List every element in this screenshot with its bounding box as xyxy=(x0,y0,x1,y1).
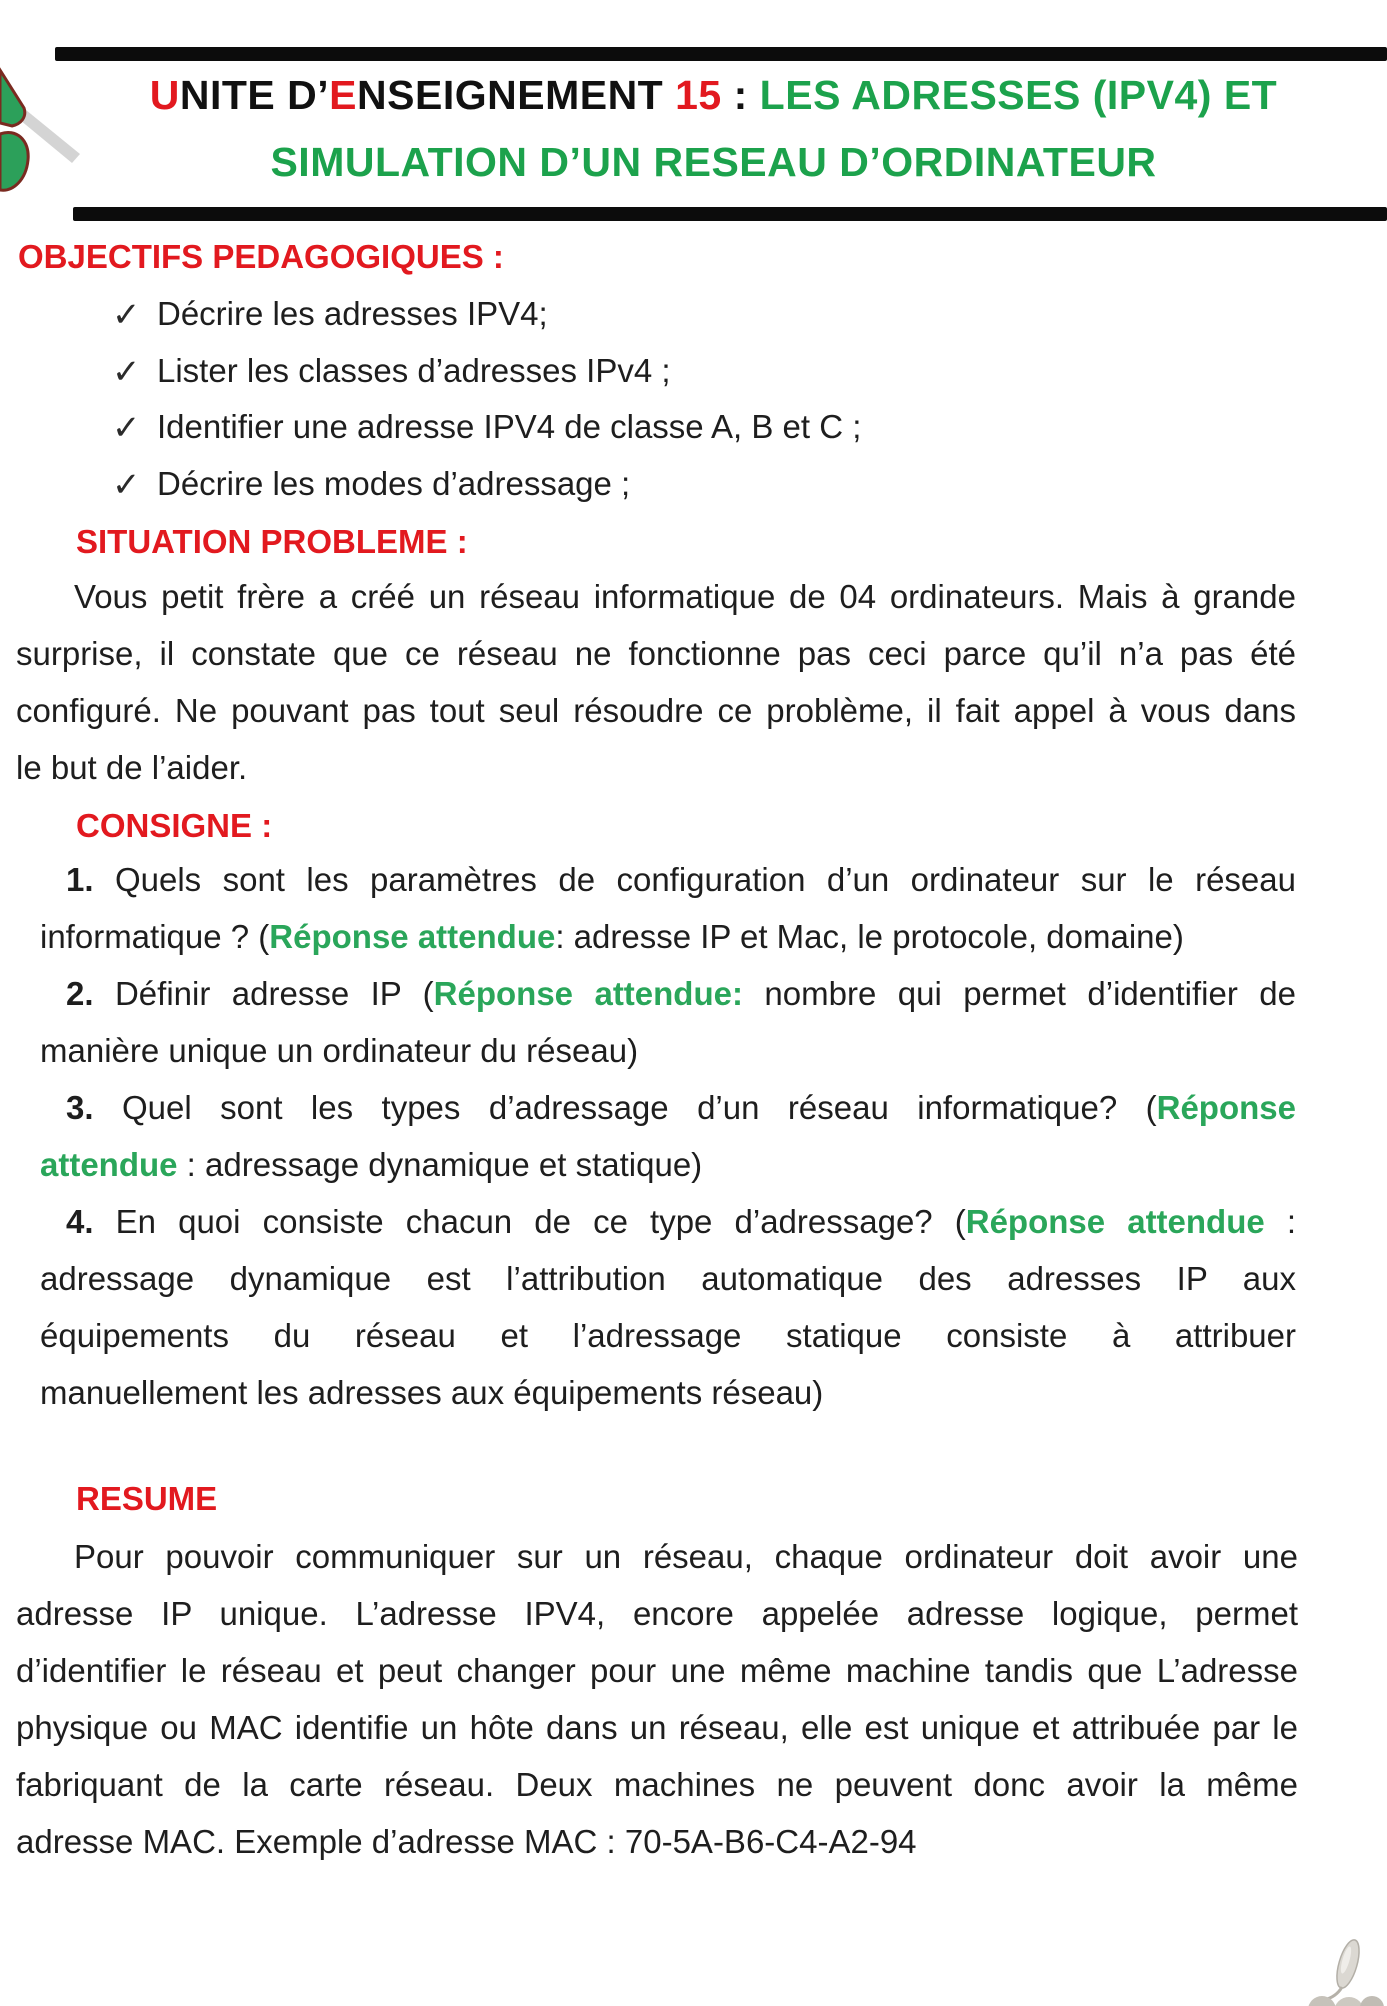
text-segment: NITE D’ xyxy=(179,72,330,118)
text-line xyxy=(16,1585,1298,1642)
text-line xyxy=(40,1250,1296,1307)
text-segment: Quels sont les paramètres de configuration d’un ordinateur sur le réseau xyxy=(93,861,1296,898)
sprout-watermark-icon xyxy=(1252,1938,1387,2006)
text-line xyxy=(40,851,1296,908)
text-segment: : adressage dynamique et statique) xyxy=(177,1146,703,1183)
text-segment: Quel sont les types d’adressage d’un réseau informatique? ( xyxy=(93,1089,1157,1126)
text-line xyxy=(40,1079,1296,1136)
text-line xyxy=(16,1699,1298,1756)
checklist-item-label: Décrire les adresses IPV4; xyxy=(157,295,548,332)
text-line xyxy=(40,1136,1296,1193)
check-icon: ✓ xyxy=(112,465,141,504)
text-line xyxy=(16,1756,1298,1813)
text-line xyxy=(40,1193,1296,1250)
text-segment: En quoi consiste chacun de ce type d’adressage? ( xyxy=(93,1203,966,1240)
checklist-item-label: Identifier une adresse IPV4 de classe A, B et C ; xyxy=(157,408,862,445)
text-segment: Réponse attendue xyxy=(269,918,556,955)
resume-heading: RESUME xyxy=(76,1480,218,1517)
text-segment: physique ou MAC identifie un hôte dans un réseau, elle est unique et attribuée par le xyxy=(16,1709,1298,1746)
text-segment: Vous petit frère a créé un réseau informatique de 04 ordinateurs. Mais à grande xyxy=(74,578,1296,615)
text-segment: adresse MAC. Exemple d’adresse MAC : 70-5A-B6-C4-A2-94 xyxy=(16,1823,917,1860)
text-segment: informatique ? ( xyxy=(40,918,270,955)
text-segment: fabriquant de la carte réseau. Deux machines ne peuvent donc avoir la même xyxy=(16,1766,1298,1803)
text-segment: 1. xyxy=(66,861,94,898)
title-rule-bottom xyxy=(73,207,1387,221)
text-segment: configuré. Ne pouvant pas tout seul résoudre ce problème, il fait appel à vous dans xyxy=(16,692,1296,729)
text-segment: 3. xyxy=(66,1089,94,1126)
resume-paragraph xyxy=(16,1528,1298,1870)
text-segment: nombre qui permet d’identifier de xyxy=(742,975,1296,1012)
text-line xyxy=(16,1528,1298,1585)
text-segment: 2. xyxy=(66,975,94,1012)
text-segment: : xyxy=(1264,1203,1296,1240)
text-line xyxy=(40,1364,1296,1421)
situation-heading: SITUATION PROBLEME : xyxy=(76,523,468,560)
text-segment: Réponse attendue: xyxy=(433,975,743,1012)
text-segment: surprise, il constate que ce réseau ne fonctionne pas ceci parce qu’il n’a pas été xyxy=(16,635,1296,672)
text-line xyxy=(40,965,1296,1022)
text-segment: U xyxy=(149,72,180,118)
text-line xyxy=(16,625,1296,682)
text-segment: adressage dynamique est l’attribution automatique des adresses IP aux xyxy=(40,1260,1296,1297)
text-segment: : xyxy=(721,72,760,118)
check-icon: ✓ xyxy=(112,352,141,391)
text-line xyxy=(16,739,1296,796)
text-segment: : adresse IP et Mac, le protocole, domaine) xyxy=(555,918,1184,955)
text-segment: équipements du réseau et l’adressage statique consiste à attribuer xyxy=(40,1317,1296,1354)
title-rule-top xyxy=(55,47,1387,61)
text-segment: Réponse attendue xyxy=(965,1203,1265,1240)
text-segment: E xyxy=(329,72,358,118)
text-segment: le but de l’aider. xyxy=(16,749,248,786)
text-segment: 15 xyxy=(675,72,722,118)
objectives-heading: OBJECTIFS PEDAGOGIQUES : xyxy=(18,238,504,275)
objectives-list xyxy=(112,295,861,521)
text-segment: Définir adresse IP ( xyxy=(93,975,434,1012)
check-icon: ✓ xyxy=(112,296,141,334)
checklist-item xyxy=(112,465,861,522)
text-line xyxy=(40,1307,1296,1364)
page-title-line1 xyxy=(40,72,1387,119)
text-segment: 4. xyxy=(66,1203,94,1240)
text-segment: d’identifier le réseau et peut changer pour une même machine tandis que L’adresse xyxy=(16,1652,1298,1689)
text-segment: NSEIGNEMENT xyxy=(357,72,676,118)
checklist-item-label: Lister les classes d’adresses IPv4 ; xyxy=(157,351,671,389)
text-line xyxy=(16,1813,1298,1870)
text-line xyxy=(40,1022,1296,1079)
text-segment: adresse IP unique. L’adresse IPV4, encore appelée adresse logique, permet xyxy=(16,1595,1298,1632)
checklist-item xyxy=(112,352,861,409)
text-line xyxy=(16,568,1296,625)
text-line xyxy=(16,1642,1298,1699)
consigne-list xyxy=(40,851,1296,1421)
text-segment: manuellement les adresses aux équipements réseau) xyxy=(40,1374,824,1411)
text-segment: Pour pouvoir communiquer sur un réseau, chaque ordinateur doit avoir une xyxy=(74,1538,1298,1575)
consigne-heading: CONSIGNE : xyxy=(76,807,273,844)
text-line xyxy=(16,682,1296,739)
text-segment: attendue xyxy=(40,1146,178,1183)
page-title-line2: SIMULATION D’UN RESEAU D’ORDINATEUR xyxy=(270,139,1157,185)
text-segment: manière unique un ordinateur du réseau) xyxy=(40,1032,639,1069)
checklist-item xyxy=(112,295,861,352)
text-segment: Réponse xyxy=(1156,1089,1296,1126)
situation-paragraph xyxy=(16,568,1296,796)
text-line xyxy=(40,908,1296,965)
text-segment: LES ADRESSES (IPV4) ET xyxy=(759,72,1278,118)
check-icon: ✓ xyxy=(112,409,141,447)
checklist-item xyxy=(112,408,861,465)
checklist-item-label: Décrire les modes d’adressage ; xyxy=(157,464,631,502)
